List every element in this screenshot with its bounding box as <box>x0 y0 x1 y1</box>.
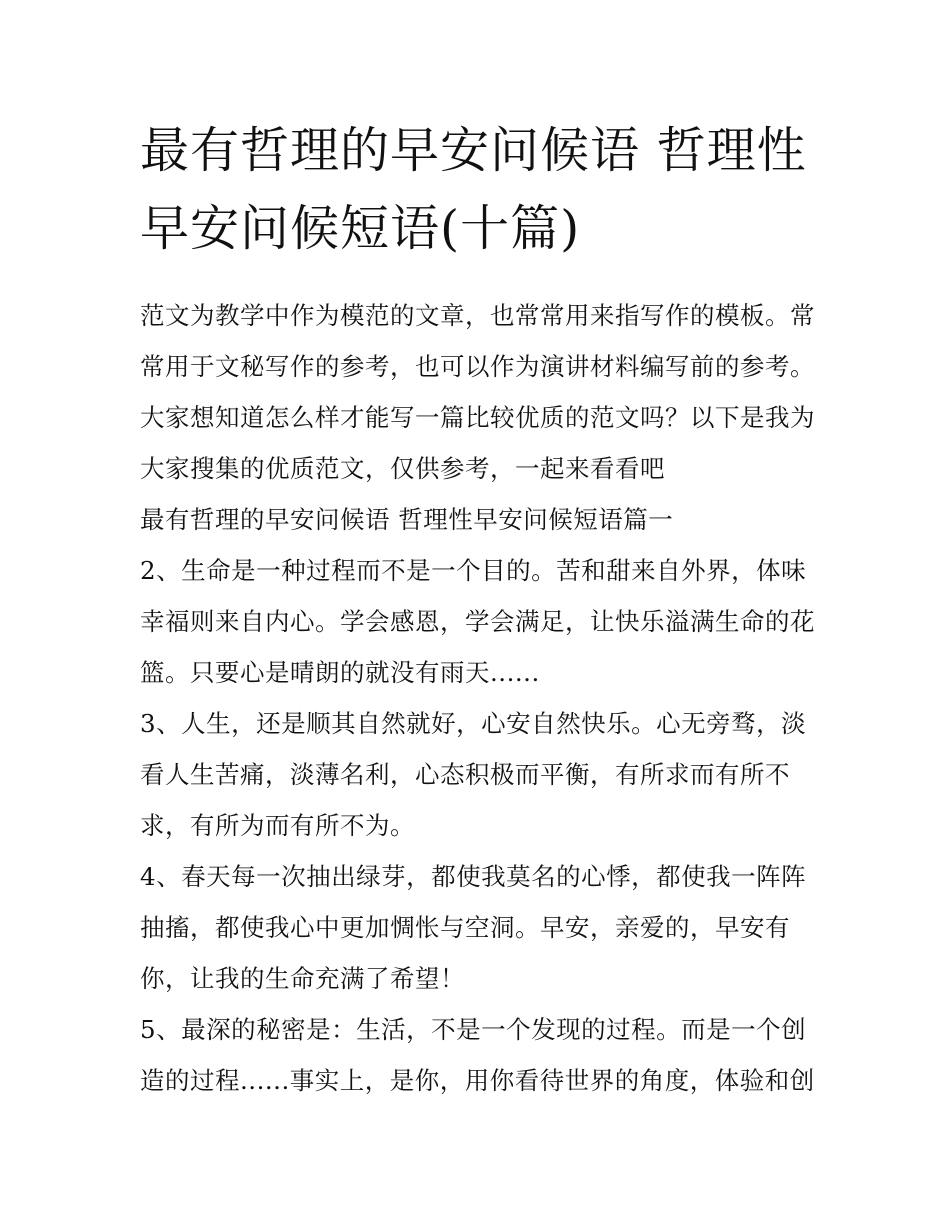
document-body <box>140 290 820 1106</box>
item-4-line-1: 4、春天每一次抽出绿芽，都使我莫名的心悸，都使我一阵阵 <box>140 862 807 891</box>
item-3-line-3: 求，有所为而有所不为。 <box>140 811 415 840</box>
intro-line-1: 范文为教学中作为模范的文章，也常常用来指写作的模板。常 <box>140 301 815 330</box>
item-2-line-2: 幸福则来自内心。学会感恩，学会满足，让快乐溢满生命的花 <box>140 607 815 636</box>
document-title <box>140 112 820 268</box>
title-line-2: 早安问候短语(十篇) <box>140 200 581 257</box>
item-4-line-2: 抽搐，都使我心中更加惆怅与空洞。早安，亲爱的，早安有 <box>140 913 790 942</box>
item-3-line-2: 看人生苦痛，淡薄名利，心态积极而平衡，有所求而有所不 <box>140 760 790 789</box>
item-2-line-1: 2、生命是一种过程而不是一个目的。苦和甜来自外界，体味 <box>140 556 807 585</box>
item-5-line-1: 5、最深的秘密是：生活，不是一个发现的过程。而是一个创 <box>140 1015 807 1044</box>
item-3-line-1: 3、人生，还是顺其自然就好，心安自然快乐。心无旁骛，淡 <box>140 709 807 738</box>
item-2-line-3: 篮。只要心是晴朗的就没有雨天...... <box>140 658 540 687</box>
intro-line-3: 大家想知道怎么样才能写一篇比较优质的范文吗？以下是我为 <box>140 403 815 432</box>
item-5-line-2: 造的过程......事实上，是你，用你看待世界的角度，体验和创 <box>140 1066 815 1095</box>
section-heading: 最有哲理的早安问候语 哲理性早安问候短语篇一 <box>140 505 674 534</box>
document-page <box>140 112 820 1106</box>
title-line-1: 最有哲理的早安问候语 哲理性 <box>140 122 807 179</box>
intro-line-2: 常用于文秘写作的参考，也可以作为演讲材料编写前的参考。 <box>140 352 815 381</box>
item-4-line-3: 你，让我的生命充满了希望！ <box>140 964 465 993</box>
intro-line-4: 大家搜集的优质范文，仅供参考，一起来看看吧 <box>140 454 665 483</box>
